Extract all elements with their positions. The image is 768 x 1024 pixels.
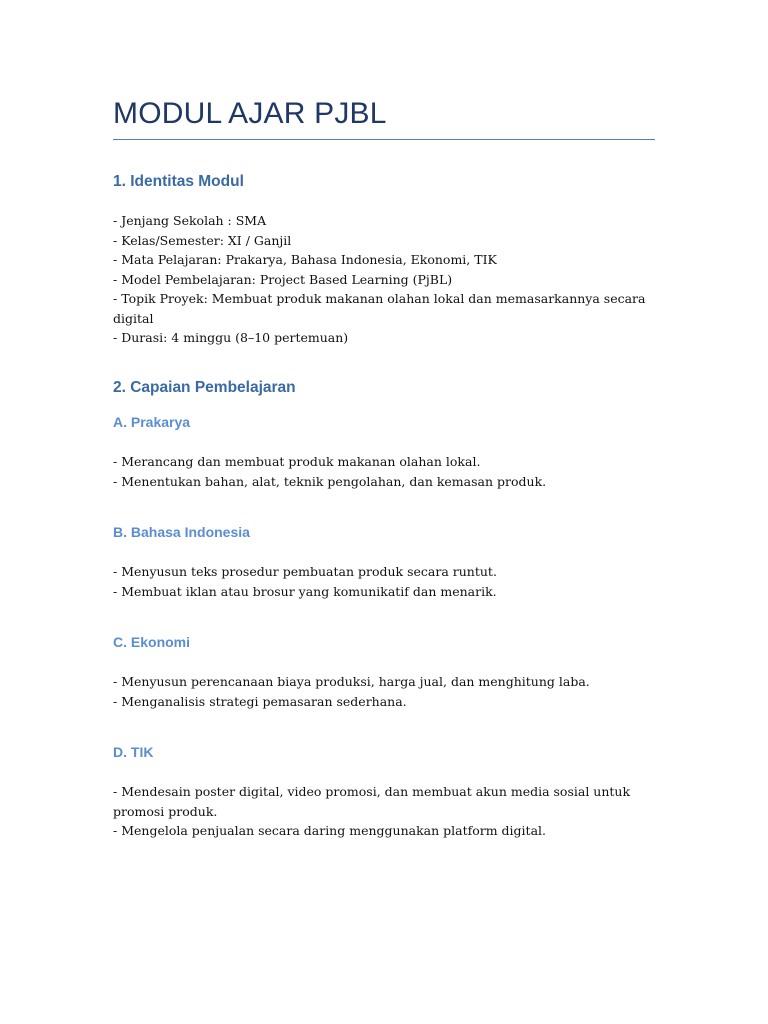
identitas-item: - Mata Pelajaran: Prakarya, Bahasa Indonesia, Ekonomi, TIK [113,252,497,267]
document-title: MODUL AJAR PJBL [113,97,387,130]
tik-item: - Mengelola penjualan secara daring menggunakan platform digital. [113,823,546,838]
subsection-heading-ekonomi: C. Ekonomi [113,634,191,650]
prakarya-item: - Merancang dan membuat produk makanan olahan lokal. [113,454,481,469]
prakarya-item: - Menentukan bahan, alat, teknik pengolahan, dan kemasan produk. [113,473,547,489]
identitas-item: - Model Pembelajaran: Project Based Learning (PjBL) [113,271,453,287]
bahasa-indonesia-item: - Menyusun teks prosedur pembuatan produk secara runtut. [113,564,497,579]
section-heading-capaian: 2. Capaian Pembelajaran [113,379,296,396]
title-divider [113,139,655,140]
identitas-item: - Jenjang Sekolah : SMA [113,213,267,228]
identitas-list [113,211,658,348]
ekonomi-item: - Menganalisis strategi pemasaran sederhana. [113,693,407,709]
identitas-item: - Kelas/Semester: XI / Ganjil [113,232,292,248]
identitas-item: - Topik Proyek: Membuat produk makanan olahan lokal dan memasarkannya secara digital [113,291,646,326]
subsection-heading-prakarya: A. Prakarya [113,414,191,430]
identitas-item: - Durasi: 4 minggu (8–10 pertemuan) [113,330,349,345]
ekonomi-list [113,672,658,711]
tik-item: - Mendesain poster digital, video promosi, dan membuat akun media sosial untuk promosi produk. [113,784,631,819]
subsection-heading-tik: D. TIK [113,744,154,760]
section-heading-identitas: 1. Identitas Modul [113,173,244,190]
prakarya-list [113,452,658,491]
ekonomi-item: - Menyusun perencanaan biaya produksi, harga jual, dan menghitung laba. [113,674,590,689]
subsection-heading-bahasa-indonesia: B. Bahasa Indonesia [113,524,250,540]
tik-list [113,782,658,841]
bahasa-indonesia-item: - Membuat iklan atau brosur yang komunikatif dan menarik. [113,583,497,599]
bahasa-indonesia-list [113,562,658,601]
